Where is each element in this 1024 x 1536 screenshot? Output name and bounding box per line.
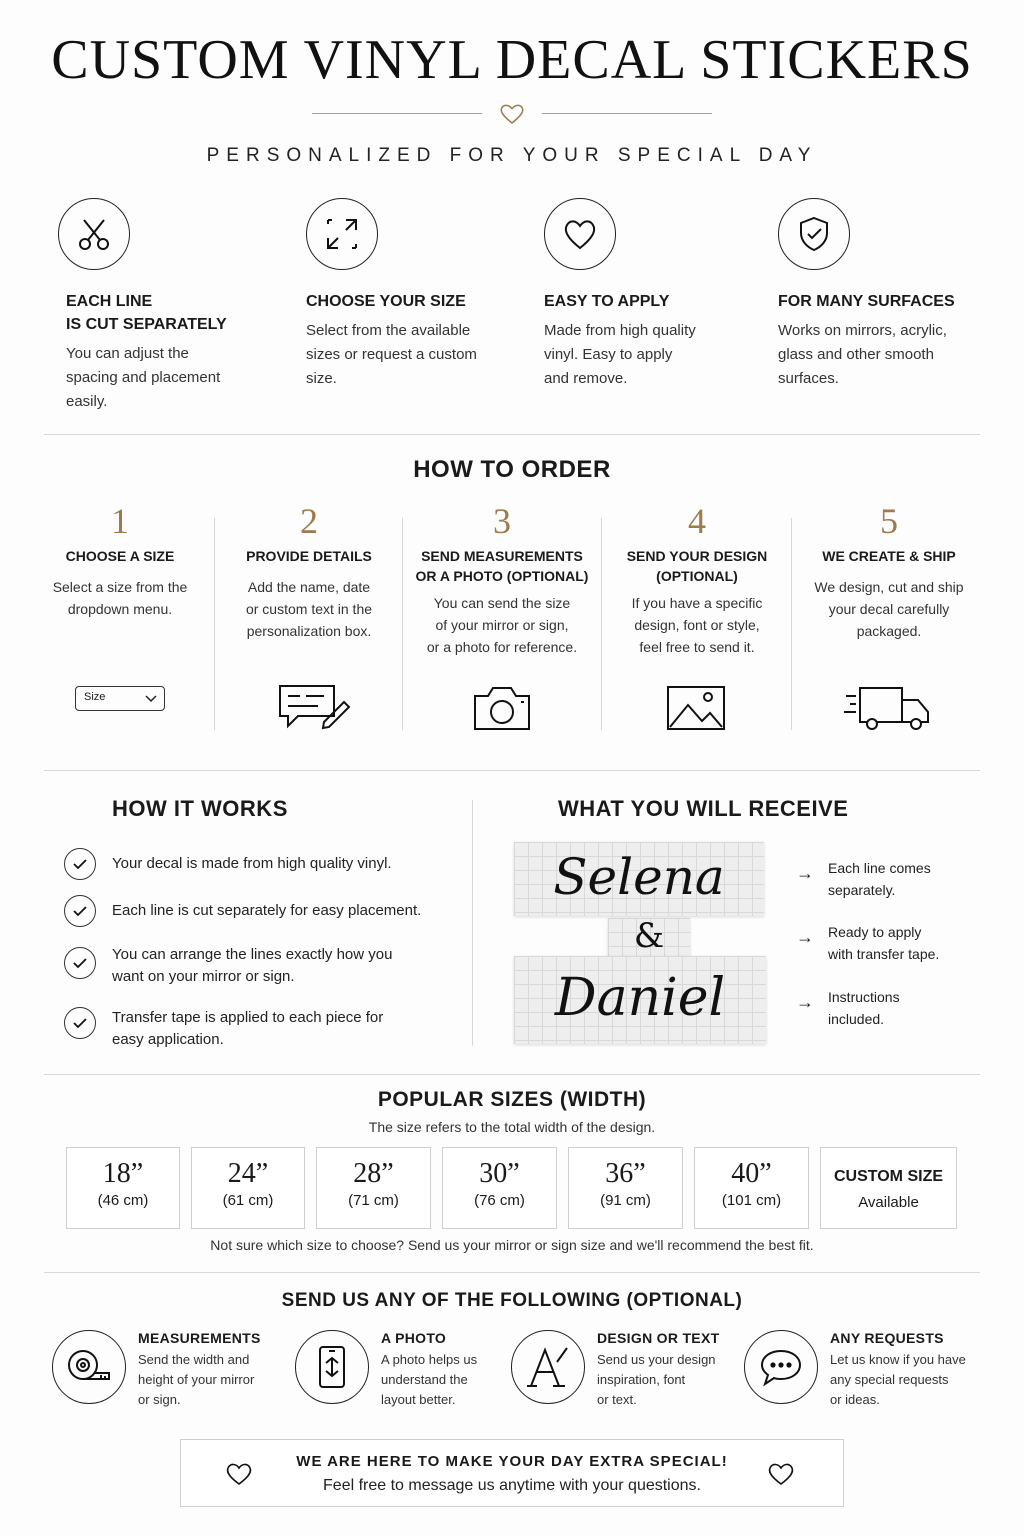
step-text: We design, cut and ship your decal carefully packaged. <box>814 579 964 639</box>
step-number: 1 <box>111 501 129 541</box>
section-divider <box>44 770 980 771</box>
arrow-right-icon: → <box>796 863 814 883</box>
how-it-works-item <box>64 1007 464 1051</box>
size-inch: 40” <box>731 1158 772 1189</box>
send-item-text: A photo helps us understand the layout better. <box>381 1352 478 1407</box>
size-select-label: Size <box>84 691 106 703</box>
feature-title: FOR MANY SURFACES <box>778 293 955 310</box>
page-subtitle: PERSONALIZED FOR YOUR SPECIAL DAY <box>206 145 818 166</box>
feature-title: CHOOSE YOUR SIZE <box>306 293 466 310</box>
heart-icon <box>544 198 616 270</box>
size-option[interactable] <box>191 1147 305 1229</box>
receive-item <box>796 986 900 1030</box>
size-inch: 28” <box>353 1158 394 1189</box>
send-item-text: Send us your design inspiration, font or text. <box>597 1352 716 1407</box>
decal-text: & <box>633 916 665 956</box>
feature-title: EACH LINE IS CUT SEPARATELY <box>66 293 227 333</box>
chat-bubble-icon <box>744 1330 818 1404</box>
step-separator <box>214 518 215 730</box>
size-option[interactable] <box>442 1147 557 1229</box>
size-option[interactable] <box>694 1147 809 1229</box>
send-item-design <box>511 1330 719 1410</box>
custom-size-sub: Available <box>858 1194 919 1211</box>
step-3 <box>404 500 600 658</box>
footer-subline: Feel free to message us anytime with your questions. <box>323 1477 701 1494</box>
send-item-title: A PHOTO <box>381 1330 447 1346</box>
feature-choose-size <box>306 198 526 391</box>
receive-text: Ready to apply with transfer tape. <box>828 924 940 962</box>
column-separator <box>472 800 473 1046</box>
decal-text: Daniel <box>554 968 726 1028</box>
how-it-works-item <box>64 895 464 927</box>
message-edit-icon <box>276 682 352 734</box>
step-text: You can send the size of your mirror or sign, or a photo for reference. <box>426 595 578 655</box>
receive-item <box>796 921 939 965</box>
step-text: Select a size from the dropdown menu. <box>52 579 188 617</box>
send-item-photo <box>295 1330 477 1410</box>
size-option[interactable] <box>66 1147 180 1229</box>
how-it-works-text: Each line is cut separately for easy placement. <box>112 902 422 919</box>
size-option[interactable] <box>316 1147 431 1229</box>
step-2 <box>220 500 398 642</box>
step-number: 4 <box>688 501 706 541</box>
step-text: Add the name, date or custom text in the personalization box. <box>245 579 373 639</box>
feature-text: Select from the available sizes or request a custom size. <box>306 322 477 387</box>
size-option[interactable] <box>568 1147 683 1229</box>
receive-item <box>796 857 931 901</box>
check-icon <box>64 947 96 979</box>
step-number: 2 <box>300 501 318 541</box>
sizes-title: POPULAR SIZES (WIDTH) <box>377 1088 647 1111</box>
size-inch: 30” <box>479 1158 520 1189</box>
step-text: If you have a specific design, font or style, feel free to send it. <box>631 595 763 655</box>
how-it-works-item <box>64 848 464 880</box>
how-it-works-text: Your decal is made from high quality vinyl. <box>112 855 392 872</box>
check-icon <box>64 1007 96 1039</box>
size-cm: (71 cm) <box>348 1192 399 1209</box>
how-it-works-text: Transfer tape is applied to each piece for easy application. <box>112 1009 384 1048</box>
arrow-right-icon: → <box>796 927 814 947</box>
size-note: Not sure which size to choose? Send us your mirror or sign size and we'll recommend the best fit. <box>210 1237 814 1253</box>
feature-cut-separately <box>58 198 278 414</box>
size-inch: 18” <box>102 1158 144 1189</box>
size-cm: (61 cm) <box>222 1192 274 1209</box>
receive-text: Instructions included. <box>828 989 900 1027</box>
step-title: CHOOSE A SIZE <box>65 548 175 564</box>
step-title: SEND YOUR DESIGN (OPTIONAL) <box>626 548 768 584</box>
feature-text: You can adjust the spacing and placement easily. <box>66 345 221 410</box>
phone-photo-icon <box>295 1330 369 1404</box>
check-icon <box>64 895 96 927</box>
size-cm: (91 cm) <box>600 1192 651 1209</box>
shield-check-icon <box>778 198 850 270</box>
step-separator <box>791 518 792 730</box>
heart-icon <box>767 1461 795 1487</box>
send-item-measurements <box>52 1330 261 1410</box>
custom-size-title: CUSTOM SIZE <box>833 1168 944 1185</box>
scissors-icon <box>58 198 130 270</box>
step-title: SEND MEASUREMENTS OR A PHOTO (OPTIONAL) <box>415 548 589 584</box>
section-divider <box>44 1074 980 1075</box>
size-inch: 36” <box>605 1158 646 1189</box>
feature-text: Made from high quality vinyl. Easy to apply and remove. <box>544 322 696 387</box>
send-item-title: DESIGN OR TEXT <box>597 1330 720 1346</box>
sizes-subtitle: The size refers to the total width of the design. <box>368 1119 656 1135</box>
size-cm: (101 cm) <box>721 1192 782 1209</box>
feature-title: EASY TO APPLY <box>544 293 670 310</box>
feature-text: Works on mirrors, acrylic, glass and other smooth surfaces. <box>778 322 947 387</box>
how-to-order-title: HOW TO ORDER <box>413 456 611 483</box>
size-option-custom[interactable] <box>820 1147 957 1229</box>
step-number: 5 <box>880 501 898 541</box>
send-item-text: Send the width and height of your mirror or sign. <box>138 1352 255 1407</box>
arrow-right-icon: → <box>796 992 814 1012</box>
step-title: WE CREATE & SHIP <box>822 548 956 564</box>
camera-icon <box>472 684 532 732</box>
size-cm: (46 cm) <box>97 1192 149 1209</box>
check-icon <box>64 848 96 880</box>
size-select-icon <box>75 686 165 711</box>
receive-text: Each line comes separately. <box>828 860 931 898</box>
how-it-works-text: You can arrange the lines exactly how you want on your mirror or sign. <box>112 946 393 985</box>
section-divider <box>44 434 980 435</box>
step-separator <box>402 518 403 730</box>
send-item-title: ANY REQUESTS <box>830 1330 944 1346</box>
feature-easy-apply <box>544 198 764 391</box>
footer-banner <box>180 1439 844 1507</box>
how-it-works-title: HOW IT WORKS <box>112 796 288 821</box>
step-1 <box>30 500 210 620</box>
tape-measure-icon <box>52 1330 126 1404</box>
expand-icon <box>306 198 378 270</box>
feature-many-surfaces <box>778 198 998 391</box>
section-divider <box>44 1272 980 1273</box>
footer-headline: WE ARE HERE TO MAKE YOUR DAY EXTRA SPECIAL! <box>296 1453 728 1470</box>
send-item-title: MEASUREMENTS <box>138 1330 261 1346</box>
truck-icon <box>842 684 934 732</box>
decal-sample-amp <box>608 918 690 958</box>
decal-text: Selena <box>553 848 725 906</box>
step-5 <box>794 500 984 642</box>
step-title: PROVIDE DETAILS <box>246 548 372 564</box>
size-inch: 24” <box>227 1158 269 1189</box>
send-item-requests <box>744 1330 966 1410</box>
step-number: 3 <box>493 501 511 541</box>
image-icon <box>666 685 726 731</box>
font-letter-icon <box>511 1330 585 1404</box>
title-divider <box>312 102 712 126</box>
chevron-down-icon <box>145 693 157 703</box>
send-item-text: Let us know if you have any special requests or ideas. <box>830 1352 966 1407</box>
decal-sample-line1 <box>514 842 764 916</box>
step-4 <box>602 500 792 658</box>
size-cm: (76 cm) <box>474 1192 525 1209</box>
receive-title: WHAT YOU WILL RECEIVE <box>558 796 849 821</box>
send-title: SEND US ANY OF THE FOLLOWING (OPTIONAL) <box>281 1290 743 1311</box>
how-it-works-item <box>64 944 464 988</box>
decal-sample-line2 <box>514 956 766 1044</box>
page-title: CUSTOM VINYL DECAL STICKERS <box>51 29 973 91</box>
heart-icon <box>498 102 526 126</box>
